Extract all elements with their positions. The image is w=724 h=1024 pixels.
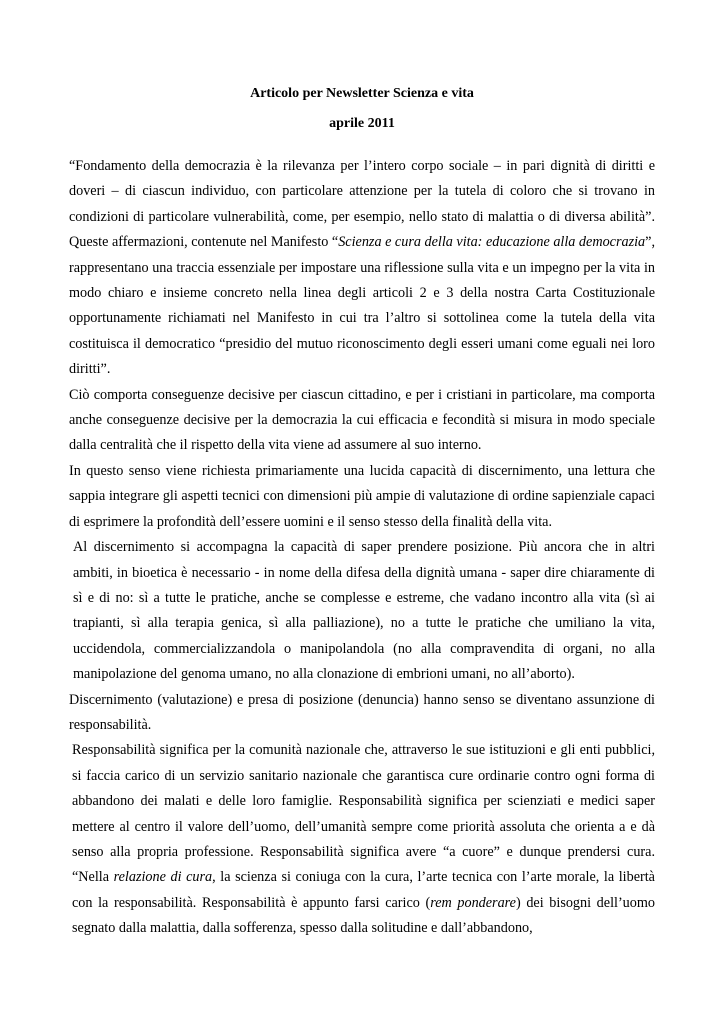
paragraph-text: ”, rappresentano una traccia essenziale per impostare una riflessione sulla vita e un impegno per la vita in modo chiaro e insieme concreto nella linea degli articoli 2 e 3 della nostra Carta Costituzionale opportunamente richiamati nel Manifesto in cui tra l’altro si sottolinea come la tutela della vita costituisca il democratico “presidio del mutuo riconoscimento degli esseri umani come eguali nei loro diritti”. [69,234,655,378]
paragraph-text: ) dei bisogni dell’uomo segnato dalla malattia, dalla sofferenza, spesso dalla solitudine e dall’abbandono, [72,894,656,937]
paragraph-text: Al discernimento si accompagna la capacità di saper prendere posizione. Più ancora che in altri ambiti, in bioetica è necessario - in nome della difesa della dignità umana - saper dire chiaramente di sì e di no: sì a tutte le pratiche, anche se complesse e estreme, che vadano incontro alla vita (sì ai trapianti, sì alla terapia genica, sì alla palliazione), no a tutte le pratiche che umiliano la vita, uccidendola, commercializzandola o manipolandola (no alla compravendita di organi, no alla manipolazione del genoma umano, no alla clonazione di embrioni umani, no all’aborto). [73,539,655,683]
paragraph-text: In questo senso viene richiesta primariamente una lucida capacità di discernimento, una lettura che sappia integrare gli aspetti tecnici con dimensioni più ampie di valutazione di ordine sapienziale capaci di esprimere la profondità dell’essere uomini e il senso stesso della finalità della vita. [69,462,655,530]
article-body [69,154,655,942]
paragraph-text: “Fondamento della democrazia è la rilevanza per l’intero corpo sociale – in pari dignità di diritti e doveri – di ciascun individuo, con particolare attenzione per la tutela di coloro che si trovano in condizioni di particolare vulnerabilità, come, per esempio, nello stato di malattia o di diversa abilità”. Queste affermazioni, contenute nel Manifesto “ [69,158,655,251]
paragraph-5 [69,688,655,739]
paragraph-text: Discernimento (valutazione) e presa di posizione (denuncia) hanno senso se diventano assunzione di responsabilità. [69,691,655,733]
paragraph-4 [69,535,655,687]
paragraph-2 [69,383,655,459]
paragraph-text: , la scienza si coniuga con la cura, l’arte tecnica con l’arte morale, la libertà con la responsabilità. Responsabilità è appunto farsi carico ( [72,869,655,911]
paragraph-3 [69,459,655,535]
paragraph-text: Ciò comporta conseguenze decisive per ciascun cittadino, e per i cristiani in particolare, ma comporta anche conseguenze decisive per la democrazia la cui efficacia e fecondità si misura in modo speciale dalla centralità che il rispetto della vita viene ad assumere al suo interno. [69,386,655,454]
paragraph-6 [69,738,655,941]
relazione-di-cura-italic: relazione di cura [113,869,213,886]
document-title: Articolo per Newsletter Scienza e vita [250,86,474,101]
document-date: aprile 2011 [329,116,395,131]
paragraph-1 [69,154,655,383]
manifesto-title-italic: Scienza e cura della vita: educazione alla democrazia [338,234,646,251]
rem-ponderare-italic: rem ponderare [430,894,516,911]
paragraph-text: Responsabilità significa per la comunità nazionale che, attraverso le sue istituzioni e gli enti pubblici, si faccia carico di un servizio sanitario nazionale che garantisca cure ordinarie contro ogni forma di abbandono dei malati e delle loro famiglie. Responsabilità significa per scienziati e medici saper mettere al centro il valore dell’uomo, dell’umanità sempre come priorità assoluta che orienta a e dà senso alla propria professione. Responsabilità significa avere “a cuore” e dunque prendersi cura. “Nella [72,742,655,886]
